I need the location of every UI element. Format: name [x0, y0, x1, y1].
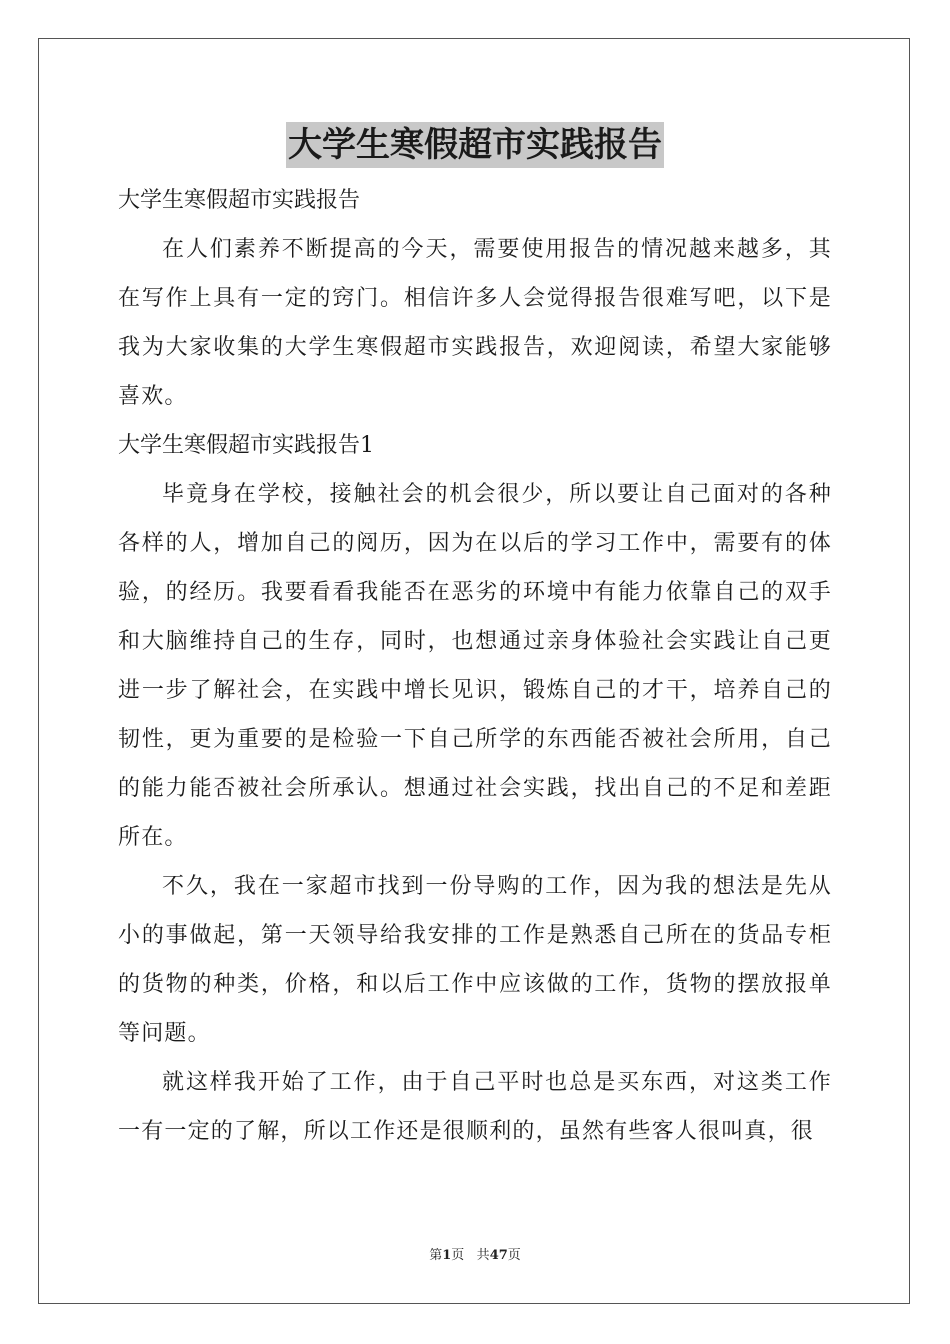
document-subtitle: 大学生寒假超市实践报告 [118, 188, 361, 213]
footer-prefix: 第 [429, 1248, 443, 1263]
footer-total-prefix: 共 [476, 1248, 490, 1263]
body-paragraph-3: 就这样我开始了工作，由于自己平时也总是买东西，对这类工作一有一定的了解，所以工作还是很顺利的，虽然有些客人很叫真，很 [118, 1070, 832, 1144]
document-title: 大学生寒假超市实践报告 [286, 122, 664, 168]
document-body [118, 176, 832, 1156]
footer-total-pages: 47 [489, 1248, 508, 1263]
body-paragraph-1: 毕竟身在学校，接触社会的机会很少，所以要让自己面对的各种各样的人，增加自己的阅历，因为在以后的学习工作中，需要有的体验，的经历。我要看看我能否在恶劣的环境中有能力依靠自己的双手和大脑维持自己的生存，同时，也想通过亲身体验社会实践让自己更进一步了解社会，在实践中增长见识，锻炼自己的才干，培养自己的韧性，更为重要的是检验一下自己所学的东西能否被社会所用，自己的能力能否被社会所承认。想通过社会实践，找出自己的不足和差距所在。 [118, 482, 832, 850]
body-paragraph-2: 不久，我在一家超市找到一份导购的工作，因为我的想法是先从小的事做起，第一天领导给我安排的工作是熟悉自己所在的货品专柜的货物的种类，价格，和以后工作中应该做的工作，货物的摆放报单等问题。 [118, 874, 832, 1046]
title-area [0, 122, 950, 168]
footer-page-suffix: 页 [451, 1248, 465, 1263]
section-heading: 大学生寒假超市实践报告1 [118, 433, 374, 458]
footer-page-number: 1 [442, 1248, 452, 1263]
footer-total-suffix: 页 [507, 1248, 521, 1263]
page-footer [0, 1247, 950, 1265]
intro-paragraph: 在人们素养不断提高的今天，需要使用报告的情况越来越多，其在写作上具有一定的窍门。相信许多人会觉得报告很难写吧，以下是我为大家收集的大学生寒假超市实践报告，欢迎阅读，希望大家能够喜欢。 [118, 237, 832, 409]
